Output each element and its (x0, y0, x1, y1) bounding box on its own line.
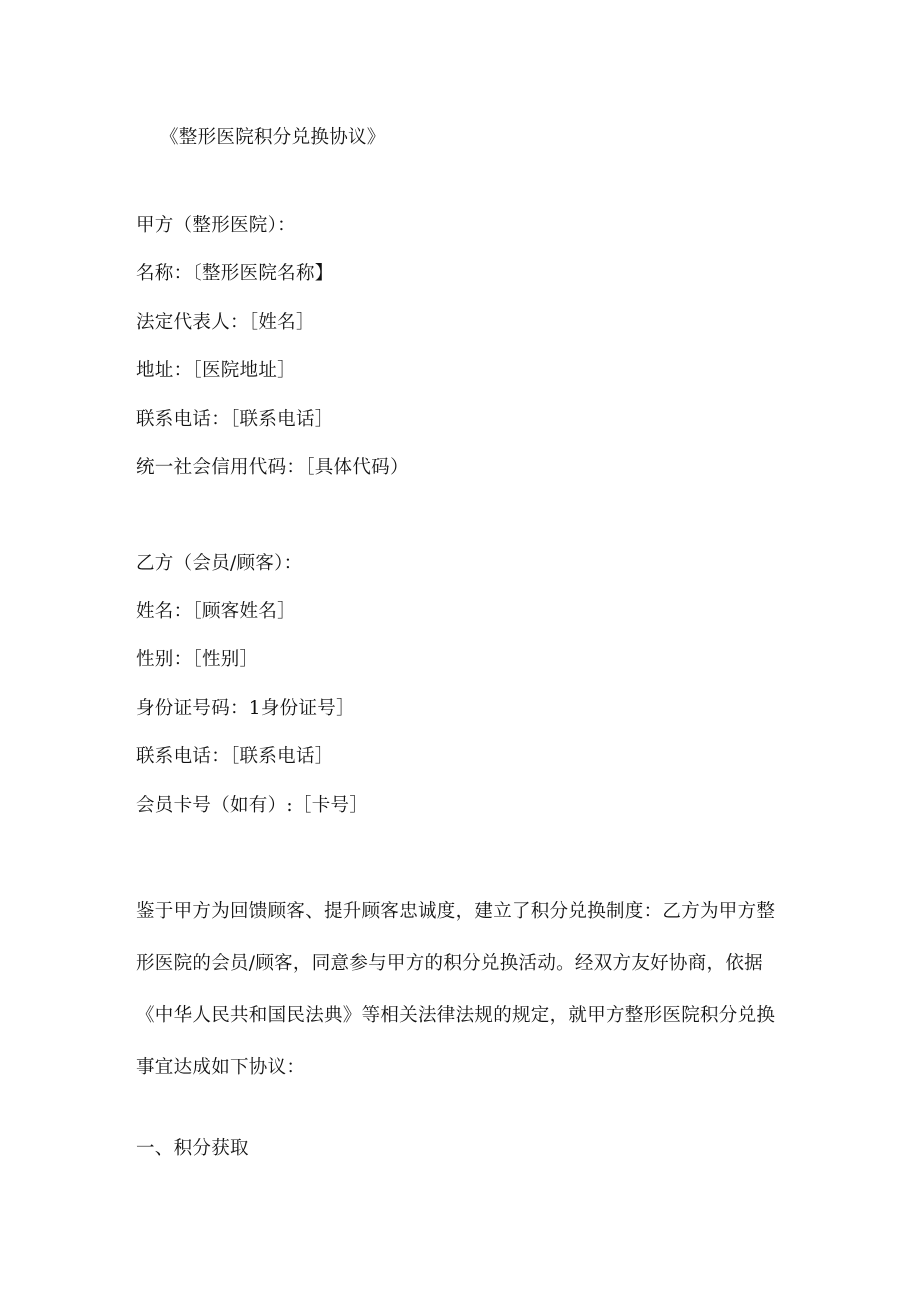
party-b-id-number: 身份证号码：1身份证号］ (136, 698, 355, 719)
preamble-line: 事宜达成如下协议： (136, 1057, 306, 1078)
preamble-line: 《中华人民共和国民法典》等相关法律法规的规定，就甲方整形医院积分兑换 (136, 1005, 776, 1026)
preamble-paragraph (136, 886, 776, 1094)
party-a-credit-code: 统一社会信用代码：［具体代码） (136, 457, 409, 478)
party-b-phone: 联系电话：［联系电话］ (136, 746, 334, 767)
party-b-gender: 性别：［性别］ (136, 649, 259, 670)
party-a-phone: 联系电话：［联系电话］ (136, 409, 334, 430)
preamble-line: 鉴于甲方为回馈顾客、提升顾客忠诚度，建立了积分兑换制度：乙方为甲方整 (136, 901, 776, 922)
document-title: 《整形医院积分兑换协议》 (160, 127, 386, 148)
preamble-line: 形医院的会员/顾客，同意参与甲方的积分兑换活动。经双方友好协商，依据 (136, 953, 763, 974)
party-a-name: 名称：〔整形医院名称】 (136, 263, 334, 284)
party-b-heading: 乙方（会员/顾客）： (136, 553, 303, 574)
party-a-heading: 甲方（整形医院）： (136, 215, 296, 236)
section-1-heading: 一、积分获取 (136, 1138, 249, 1159)
party-a-address: 地址：［医院地址］ (136, 360, 296, 381)
party-b-name: 姓名：［顾客姓名］ (136, 601, 296, 622)
party-b-member-card: 会员卡号（如有）:［卡号］ (136, 795, 369, 816)
party-a-legal-rep: 法定代表人：［姓名］ (136, 312, 315, 333)
